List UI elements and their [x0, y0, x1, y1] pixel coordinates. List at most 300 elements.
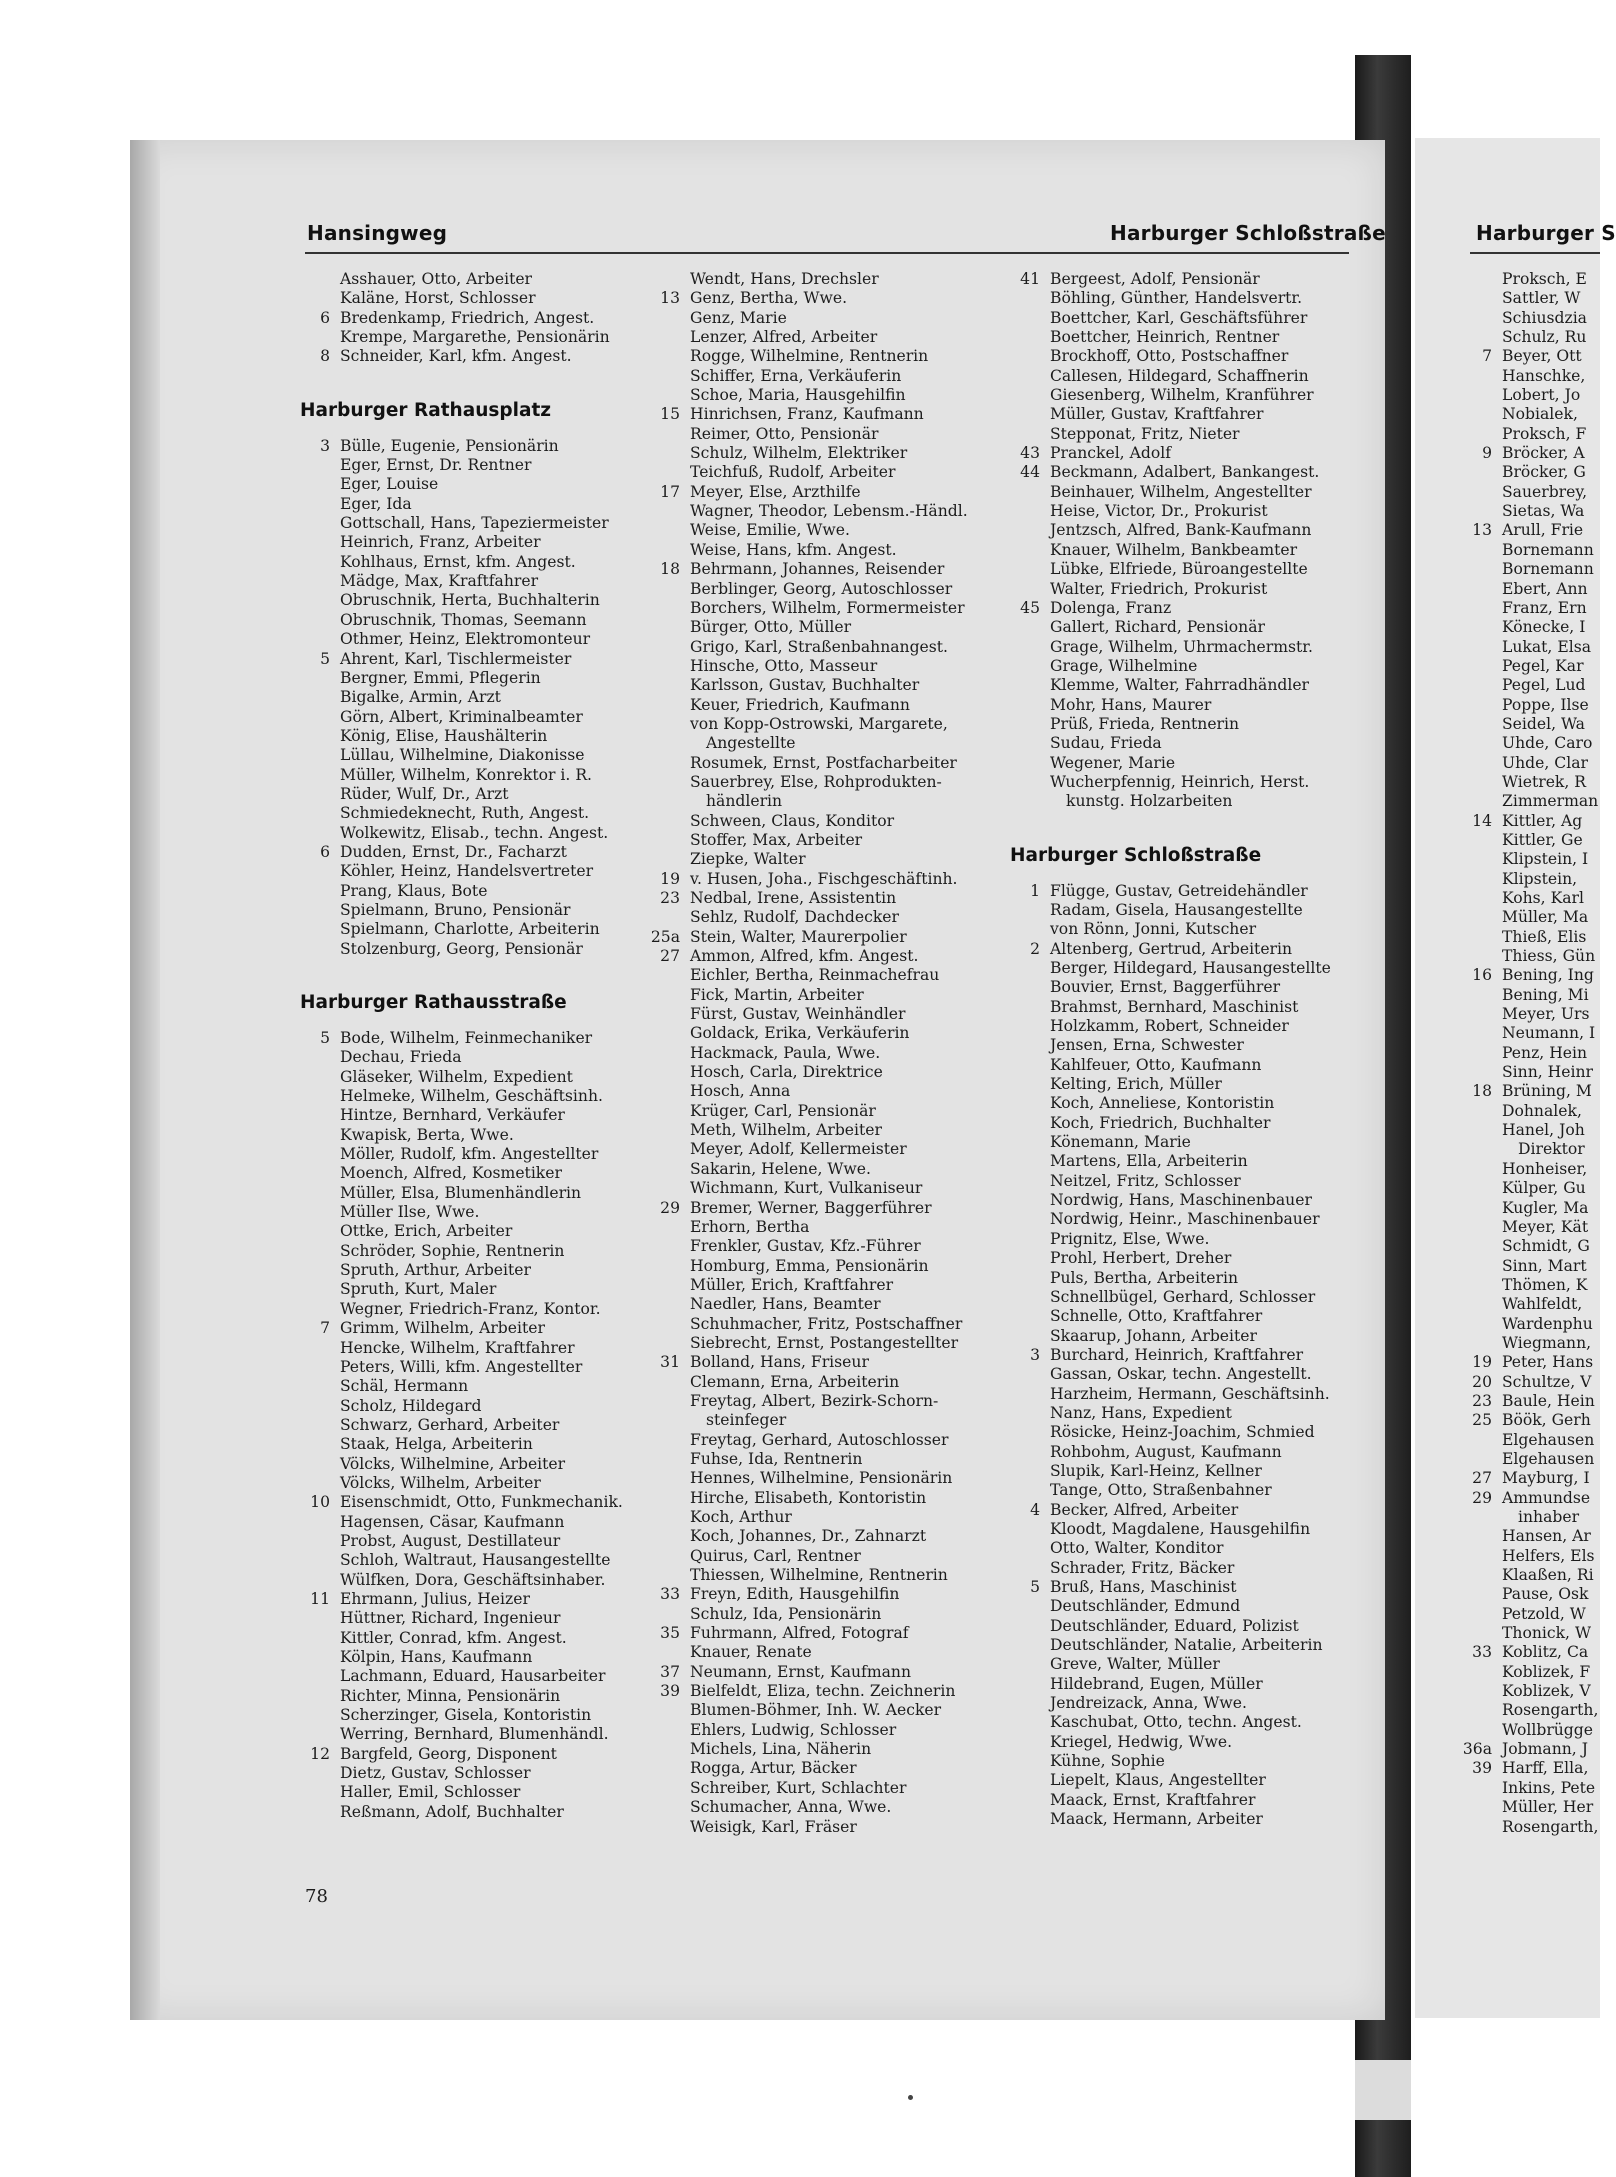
resident-entry-text: Schween, Claus, Konditor: [690, 811, 895, 830]
resident-entry-text: Mohr, Hans, Maurer: [1050, 695, 1212, 714]
resident-entry-text: Kittler, Ag: [1502, 811, 1583, 830]
house-number: 31: [660, 1353, 680, 1372]
resident-entry-text: Hildebrand, Eugen, Müller: [1050, 1674, 1263, 1693]
resident-entry-text: v. Husen, Joha., Fischgeschäftinh.: [690, 869, 958, 888]
resident-entry-text: Frenkler, Gustav, Kfz.-Führer: [690, 1237, 921, 1256]
directory-entry: [650, 502, 995, 521]
resident-entry-text: Deutschländer, Natalie, Arbeiterin: [1050, 1636, 1323, 1655]
directory-entry: [1462, 1392, 1600, 1411]
resident-entry-text: Freytag, Gerhard, Autoschlosser: [690, 1430, 949, 1449]
directory-entry: [650, 1682, 995, 1701]
directory-entry: [1010, 1017, 1355, 1036]
directory-entry: [650, 1605, 995, 1624]
resident-entry-text: Schmidt, G: [1502, 1237, 1590, 1256]
directory-entry: [1010, 1597, 1355, 1616]
directory-entry: [300, 727, 640, 746]
house-number: 7: [320, 1319, 330, 1338]
directory-entry: [650, 367, 995, 386]
resident-entry-text: Rösicke, Heinz-Joachim, Schmied: [1050, 1423, 1315, 1442]
resident-entry-text: Hüttner, Richard, Ingenieur: [340, 1609, 561, 1628]
directory-entry: [1010, 444, 1355, 463]
resident-entry-text: Lukat, Elsa: [1502, 637, 1591, 656]
directory-entry: [650, 1024, 995, 1043]
directory-entry: [1010, 386, 1355, 405]
house-number: 41: [1020, 270, 1040, 288]
resident-entry-text: Berger, Hildegard, Hausangestellte: [1050, 959, 1331, 977]
directory-entry: [650, 1508, 995, 1527]
directory-entry: [1462, 1643, 1600, 1662]
resident-entry-text: Jensen, Erna, Schwester: [1050, 1036, 1244, 1055]
resident-entry-text: Bargfeld, Georg, Disponent: [340, 1744, 557, 1763]
resident-entry-text: Klemme, Walter, Fahrradhändler: [1050, 676, 1310, 695]
directory-entry: [1010, 1713, 1355, 1732]
directory-entry: [650, 1431, 995, 1450]
resident-entry-text: Stein, Walter, Maurerpolier: [690, 927, 907, 946]
directory-entry: [1462, 1411, 1600, 1430]
directory-entry: [650, 1527, 995, 1546]
directory-entry: [1462, 347, 1600, 366]
directory-entry: [300, 882, 640, 901]
resident-entry-text: von Kopp-Ostrowski, Margarete,: [690, 714, 948, 733]
resident-entry-text: Poppe, Ilse: [1502, 695, 1589, 714]
directory-entry: [300, 1590, 640, 1609]
resident-entry-text: Böök, Gerh: [1502, 1411, 1591, 1430]
directory-entry: [300, 1145, 640, 1164]
resident-entry-text: Müller, Erich, Kraftfahrer: [690, 1275, 894, 1294]
resident-entry-text: Müller, Wilhelm, Konrektor i. R.: [340, 765, 593, 784]
resident-entry-text: Grigo, Karl, Straßenbahnangest.: [690, 637, 949, 656]
directory-entry: [650, 1334, 995, 1353]
directory-entry: [1462, 1063, 1600, 1082]
resident-entry-text: Koblitz, Ca: [1502, 1643, 1589, 1662]
resident-entry-text: Maack, Hermann, Arbeiter: [1050, 1810, 1263, 1829]
resident-entry-text: Richter, Minna, Pensionärin: [340, 1686, 561, 1705]
directory-entry: [300, 1783, 640, 1802]
directory-entry: [1010, 882, 1355, 901]
directory-entry: [650, 1315, 995, 1334]
resident-entry-text: Spielmann, Charlotte, Arbeiterin: [340, 920, 600, 939]
directory-entry: [1462, 599, 1600, 618]
resident-entry-text: Gassan, Oskar, techn. Angestellt.: [1050, 1365, 1312, 1384]
directory-entry: [1462, 1605, 1600, 1624]
resident-entry-text: Hansen, Ar: [1502, 1527, 1591, 1546]
resident-entry-text: Müller, Ma: [1502, 908, 1589, 927]
directory-entry: [1462, 1508, 1600, 1527]
directory-entry: [1010, 1501, 1355, 1520]
resident-entry-text: Grimm, Wilhelm, Arbeiter: [340, 1319, 545, 1338]
resident-entry-text: Bredenkamp, Friedrich, Angest.: [340, 308, 595, 327]
resident-entry-text: Gläseker, Wilhelm, Expedient: [340, 1067, 573, 1086]
resident-entry-text: händlerin: [706, 792, 783, 811]
house-number: 5: [1030, 1578, 1040, 1596]
scan-speck: [908, 2095, 913, 2100]
house-number: 29: [1472, 1488, 1492, 1507]
directory-entry: [1462, 1450, 1600, 1469]
resident-entry-text: Wegener, Marie: [1050, 753, 1176, 772]
directory-entry: [1462, 1276, 1600, 1295]
resident-entry-text: Greve, Walter, Müller: [1050, 1655, 1220, 1674]
directory-entry: [300, 1474, 640, 1493]
page-number: 78: [305, 1886, 328, 1907]
resident-entry-text: Bürger, Otto, Müller: [690, 618, 852, 637]
directory-entry: [1010, 1771, 1355, 1790]
directory-entry: [650, 1411, 995, 1430]
house-number: 27: [1472, 1469, 1492, 1488]
resident-entry-text: König, Elise, Haushälterin: [340, 726, 548, 745]
header-rule-next: [1470, 252, 1600, 254]
directory-entry: [1462, 1334, 1600, 1353]
directory-entry: [1462, 1431, 1600, 1450]
house-number: 33: [660, 1585, 680, 1604]
directory-entry: [650, 1276, 995, 1295]
resident-entry-text: Maack, Ernst, Kraftfahrer: [1050, 1790, 1256, 1809]
directory-entry: [1010, 1733, 1355, 1752]
directory-entry: [650, 1663, 995, 1682]
directory-entry: [1462, 1295, 1600, 1314]
resident-entry-text: Grage, Wilhelmine: [1050, 656, 1198, 675]
directory-entry: [650, 734, 995, 753]
directory-entry: [300, 1532, 640, 1551]
house-number: 6: [320, 308, 330, 327]
resident-entry-text: Nordwig, Heinr., Maschinenbauer: [1050, 1210, 1320, 1229]
resident-entry-text: Kriegel, Hedwig, Wwe.: [1050, 1732, 1233, 1751]
directory-entry: [300, 824, 640, 843]
resident-entry-text: Lenzer, Alfred, Arbeiter: [690, 328, 878, 347]
resident-entry-text: Bening, Ing: [1502, 966, 1594, 985]
directory-entry: [1010, 1578, 1355, 1597]
directory-entry: [300, 1184, 640, 1203]
resident-entry-text: Kugler, Ma: [1502, 1198, 1589, 1217]
directory-entry: [1462, 270, 1600, 289]
directory-entry: [650, 1295, 995, 1314]
resident-entry-text: Rosengarth,: [1502, 1701, 1599, 1720]
resident-entry-text: Kohlhaus, Ernst, kfm. Angest.: [340, 552, 576, 571]
directory-entry: [1010, 1114, 1355, 1133]
directory-column-3: [1010, 270, 1355, 1829]
directory-entry: [1010, 920, 1355, 939]
resident-entry-text: Schrader, Fritz, Bäcker: [1050, 1558, 1235, 1577]
directory-entry: [1010, 696, 1355, 715]
resident-entry-text: Schmiedeknecht, Ruth, Angest.: [340, 804, 590, 823]
directory-entry: [300, 1339, 640, 1358]
directory-entry: [1462, 966, 1600, 985]
directory-entry: [1010, 715, 1355, 734]
directory-entry: [1462, 1082, 1600, 1101]
resident-entry-text: Wiegmann,: [1502, 1333, 1592, 1352]
resident-entry-text: Nobialek,: [1502, 405, 1578, 424]
resident-entry-text: Schröder, Sophie, Rentnerin: [340, 1241, 565, 1260]
house-number: 19: [1472, 1353, 1492, 1372]
resident-entry-text: Kaschubat, Otto, techn. Angest.: [1050, 1713, 1302, 1732]
directory-entry: [650, 1353, 995, 1372]
resident-entry-text: Wucherpfennig, Heinrich, Herst.: [1050, 772, 1310, 791]
directory-entry: [300, 1551, 640, 1570]
resident-entry-text: Thömen, K: [1502, 1275, 1588, 1294]
street-section-title: Harburger Rathausstraße: [300, 992, 567, 1013]
directory-entry: [650, 947, 995, 966]
directory-entry: [1010, 541, 1355, 560]
resident-entry-text: Müller Ilse, Wwe.: [340, 1203, 480, 1222]
directory-entry: [650, 1237, 995, 1256]
resident-entry-text: Eger, Louise: [340, 475, 439, 494]
directory-entry: [1462, 1701, 1600, 1720]
resident-entry-text: Slupik, Karl-Heinz, Kellner: [1050, 1461, 1262, 1480]
directory-entry: [650, 483, 995, 502]
resident-entry-text: Hackmack, Paula, Wwe.: [690, 1043, 881, 1062]
directory-entry: [1010, 1172, 1355, 1191]
directory-entry: [1010, 1443, 1355, 1462]
resident-entry-text: Peters, Willi, kfm. Angestellter: [340, 1357, 583, 1376]
street-section-title: Harburger Rathausplatz: [300, 399, 552, 421]
resident-entry-text: Neumann, Ernst, Kaufmann: [690, 1662, 911, 1681]
directory-entry: [650, 850, 995, 869]
directory-entry: [300, 708, 640, 727]
directory-entry: [300, 785, 640, 804]
resident-entry-text: Knauer, Wilhelm, Bankbeamter: [1050, 540, 1298, 559]
house-number: 7: [1482, 347, 1492, 366]
resident-entry-text: Wülfken, Dora, Geschäftsinhaber.: [340, 1570, 606, 1589]
resident-entry-text: Pranckel, Adolf: [1050, 444, 1171, 463]
resident-entry-text: Prignitz, Else, Wwe.: [1050, 1229, 1210, 1248]
directory-entry: [650, 521, 995, 540]
resident-entry-text: Thiessen, Wilhelmine, Rentnerin: [690, 1566, 948, 1585]
resident-entry-text: Schulz, Ida, Pensionärin: [690, 1604, 882, 1623]
resident-entry-text: Penz, Hein: [1502, 1043, 1588, 1062]
resident-entry-text: Rosengarth,: [1502, 1817, 1599, 1836]
directory-entry: [1462, 1160, 1600, 1179]
directory-entry: [650, 347, 995, 366]
resident-entry-text: Bornemann: [1502, 540, 1594, 559]
directory-entry: [1462, 696, 1600, 715]
directory-entry: [650, 773, 995, 792]
directory-entry: [300, 1455, 640, 1474]
directory-entry: [1462, 947, 1600, 966]
directory-entry: [300, 514, 640, 533]
directory-entry: [1010, 1617, 1355, 1636]
directory-entry: [300, 328, 640, 347]
resident-entry-text: Brahmst, Bernhard, Maschinist: [1050, 997, 1299, 1016]
resident-entry-text: Rogga, Artur, Bäcker: [690, 1759, 857, 1778]
directory-entry: [650, 1179, 995, 1198]
directory-entry: [1462, 1547, 1600, 1566]
resident-entry-text: Bröcker, A: [1502, 444, 1585, 463]
directory-entry: [1462, 1005, 1600, 1024]
directory-entry: [1462, 386, 1600, 405]
resident-entry-text: Wollbrügge: [1502, 1720, 1594, 1739]
directory-entry: [1462, 1121, 1600, 1140]
resident-entry-text: Hanschke,: [1502, 366, 1586, 385]
directory-entry: [1462, 405, 1600, 424]
resident-entry-text: Fuhse, Ida, Rentnerin: [690, 1449, 863, 1468]
directory-entry: [650, 560, 995, 579]
resident-entry-text: Thonick, W: [1502, 1624, 1591, 1643]
resident-entry-text: Bergner, Emmi, Pflegerin: [340, 668, 541, 687]
house-number: 23: [1472, 1391, 1492, 1410]
resident-entry-text: Wegner, Friedrich-Franz, Kontor.: [340, 1299, 601, 1318]
resident-entry-text: Bornemann: [1502, 560, 1594, 579]
house-number: 44: [1020, 463, 1040, 482]
resident-entry-text: Prang, Klaus, Bote: [340, 881, 488, 900]
resident-entry-text: Krempe, Margarethe, Pensionärin: [340, 328, 610, 347]
directory-entry: [1462, 1566, 1600, 1585]
resident-entry-text: Holzkamm, Robert, Schneider: [1050, 1017, 1289, 1036]
resident-entry-text: Beyer, Ott: [1502, 347, 1582, 366]
resident-entry-text: Schreiber, Kurt, Schlachter: [690, 1778, 907, 1797]
resident-entry-text: von Rönn, Jonni, Kutscher: [1050, 920, 1257, 939]
directory-entry: [300, 1571, 640, 1590]
house-number: 3: [320, 436, 330, 455]
directory-entry: [300, 1764, 640, 1783]
resident-entry-text: Fürst, Gustav, Weinhändler: [690, 1005, 906, 1024]
directory-entry: [300, 1745, 640, 1764]
house-number: 23: [660, 889, 680, 907]
directory-entry: [1462, 1315, 1600, 1334]
resident-entry-text: Sehlz, Rudolf, Dachdecker: [690, 908, 899, 927]
directory-entry: [650, 1392, 995, 1411]
resident-entry-text: Klaaßen, Ri: [1502, 1566, 1594, 1585]
directory-entry: [300, 289, 640, 308]
house-number: 2: [1030, 939, 1040, 958]
directory-entry: [300, 1319, 640, 1338]
resident-entry-text: Karlsson, Gustav, Buchhalter: [690, 676, 920, 695]
directory-entry: [1010, 1056, 1355, 1075]
directory-entry: [300, 572, 640, 591]
resident-entry-text: Koch, Johannes, Dr., Zahnarzt: [690, 1527, 927, 1546]
directory-entry: [300, 1493, 640, 1512]
resident-entry-text: Ebert, Ann: [1502, 579, 1588, 598]
resident-entry-text: Sinn, Heinr: [1502, 1063, 1593, 1082]
directory-entry: [650, 1063, 995, 1082]
directory-entry: [300, 533, 640, 552]
directory-entry: [650, 444, 995, 463]
resident-entry-text: Eichler, Bertha, Reinmachefrau: [690, 966, 940, 985]
directory-entry: [300, 1358, 640, 1377]
resident-entry-text: Eger, Ida: [340, 494, 412, 513]
directory-entry: [650, 792, 995, 811]
resident-entry-text: Probst, August, Destillateur: [340, 1531, 561, 1550]
resident-entry-text: Mädge, Max, Kraftfahrer: [340, 572, 539, 591]
directory-entry: [1462, 618, 1600, 637]
directory-entry: [650, 580, 995, 599]
resident-entry-text: Schwarz, Gerhard, Arbeiter: [340, 1415, 560, 1434]
resident-entry-text: Arull, Frie: [1502, 521, 1584, 540]
resident-entry-text: Weise, Emilie, Wwe.: [690, 521, 850, 540]
directory-entry: [650, 696, 995, 715]
resident-entry-text: Wolkewitz, Elisab., techn. Angest.: [340, 823, 609, 842]
house-number: 8: [320, 347, 330, 366]
resident-entry-text: Elgehausen: [1502, 1449, 1595, 1468]
directory-entry: [1010, 1133, 1355, 1152]
directory-entry: [1010, 1346, 1355, 1365]
directory-entry: [300, 456, 640, 475]
directory-entry: [1462, 328, 1600, 347]
directory-entry: [1010, 1520, 1355, 1539]
directory-entry: [300, 746, 640, 765]
resident-entry-text: Neumann, I: [1502, 1024, 1596, 1043]
directory-entry: [300, 1706, 640, 1725]
directory-entry: [650, 1469, 995, 1488]
directory-entry: [650, 966, 995, 985]
directory-entry: [300, 611, 640, 630]
directory-entry: [1462, 483, 1600, 502]
directory-entry: [1010, 289, 1355, 308]
house-number: 1: [1030, 881, 1040, 900]
directory-entry: [650, 889, 995, 908]
resident-entry-text: Stepponat, Fritz, Nieter: [1050, 424, 1240, 443]
header-rule-left: [305, 252, 915, 254]
directory-column-1: [300, 270, 640, 1822]
directory-entry: [1010, 1559, 1355, 1578]
resident-entry-text: Wahlfeldt,: [1502, 1295, 1583, 1314]
house-number: 19: [660, 869, 680, 888]
resident-entry-text: Zimmerman: [1502, 792, 1599, 811]
directory-entry: [300, 1203, 640, 1222]
house-number: 27: [660, 947, 680, 966]
resident-entry-text: Burchard, Heinrich, Kraftfahrer: [1050, 1345, 1304, 1364]
directory-entry: [650, 328, 995, 347]
directory-entry: [1462, 289, 1600, 308]
directory-entry: [1010, 1636, 1355, 1655]
directory-entry: [1462, 463, 1600, 482]
house-number: 35: [660, 1624, 680, 1643]
directory-entry: [1462, 1237, 1600, 1256]
resident-entry-text: Freytag, Albert, Bezirk-Schorn-: [690, 1391, 939, 1410]
directory-entry: [1462, 1140, 1600, 1159]
directory-entry: [650, 618, 995, 637]
resident-entry-text: Nanz, Hans, Expedient: [1050, 1403, 1232, 1422]
house-number: 37: [660, 1662, 680, 1681]
resident-entry-text: Liepelt, Klaus, Angestellter: [1050, 1771, 1266, 1790]
directory-entry: [1462, 367, 1600, 386]
directory-entry: [1010, 1036, 1355, 1055]
house-number: 15: [660, 405, 680, 424]
resident-entry-text: Michels, Lina, Näherin: [690, 1740, 872, 1759]
resident-entry-text: Becker, Alfred, Arbeiter: [1050, 1500, 1239, 1519]
resident-entry-text: Schulz, Ru: [1502, 328, 1587, 347]
directory-entry: [300, 553, 640, 572]
resident-entry-text: Spruth, Arthur, Arbeiter: [340, 1261, 531, 1280]
resident-entry-text: Beinhauer, Wilhelm, Angestellter: [1050, 482, 1312, 501]
directory-entry: [1462, 1585, 1600, 1604]
page-header-left: Hansingweg: [307, 221, 448, 245]
directory-entry: [1462, 425, 1600, 444]
resident-entry-text: Schuhmacher, Fritz, Postschaffner: [690, 1314, 963, 1333]
directory-entry: [650, 1585, 995, 1604]
resident-entry-text: Könemann, Marie: [1050, 1133, 1191, 1152]
house-number: 29: [660, 1198, 680, 1217]
resident-entry-text: Bouvier, Ernst, Baggerführer: [1050, 978, 1281, 997]
house-number: 39: [660, 1682, 680, 1701]
directory-entry: [300, 1126, 640, 1145]
resident-entry-text: Hinsche, Otto, Masseur: [690, 656, 878, 675]
resident-entry-text: Prohl, Herbert, Dreher: [1050, 1249, 1232, 1268]
resident-entry-text: Meyer, Else, Arzthilfe: [690, 482, 861, 501]
resident-entry-text: Uhde, Caro: [1502, 734, 1593, 753]
resident-entry-text: Franz, Ern: [1502, 598, 1587, 617]
resident-entry-text: Müller, Her: [1502, 1798, 1594, 1817]
directory-entry: [1462, 1527, 1600, 1546]
resident-entry-text: Mayburg, I: [1502, 1469, 1590, 1488]
resident-entry-text: Staak, Helga, Arbeiterin: [340, 1435, 533, 1454]
directory-entry: [1462, 1740, 1600, 1759]
resident-entry-text: Sattler, W: [1502, 289, 1581, 308]
directory-entry: [650, 1566, 995, 1585]
directory-entry: [650, 831, 995, 850]
resident-entry-text: Gottschall, Hans, Tapeziermeister: [340, 514, 609, 533]
directory-entry: [650, 1701, 995, 1720]
resident-entry-text: Hencke, Wilhelm, Kraftfahrer: [340, 1338, 575, 1357]
resident-entry-text: Lüllau, Wilhelmine, Diakonisse: [340, 746, 585, 765]
